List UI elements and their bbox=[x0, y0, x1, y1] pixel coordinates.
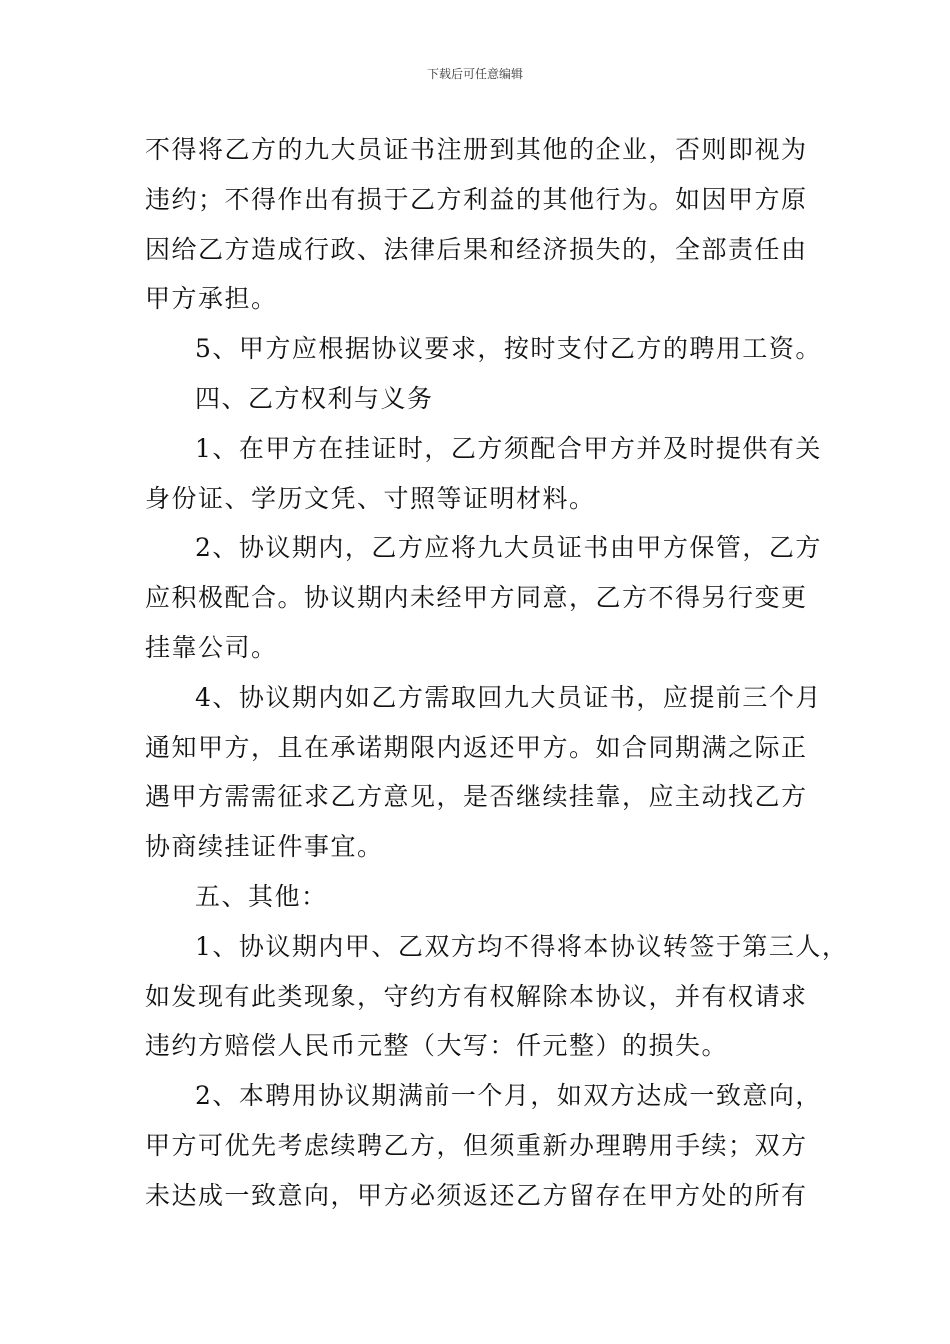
text-line: 5、甲方应根据协议要求，按时支付乙方的聘用工资。 bbox=[195, 334, 822, 364]
document-body bbox=[145, 125, 849, 1221]
text-line: 未达成一致意向，甲方必须返还乙方留存在甲方处的所有 bbox=[145, 1180, 808, 1210]
text-line: 通知甲方，且在承诺期限内返还甲方。如合同期满之际正 bbox=[145, 732, 808, 762]
text-line: 甲方承担。 bbox=[145, 284, 278, 314]
text-line: 甲方可优先考虑续聘乙方，但须重新办理聘用手续；双方 bbox=[145, 1130, 808, 1160]
section-heading: 四、乙方权利与义务 bbox=[195, 383, 434, 413]
text-line: 应积极配合。协议期内未经甲方同意，乙方不得另行变更 bbox=[145, 583, 808, 613]
text-line: 4、协议期内如乙方需取回九大员证书，应提前三个月 bbox=[195, 682, 822, 712]
text-line: 2、本聘用协议期满前一个月，如双方达成一致意向， bbox=[195, 1081, 822, 1111]
text-line: 违约方赔偿人民币元整（大写：仟元整）的损失。 bbox=[145, 1031, 729, 1061]
text-line: 1、在甲方在挂证时，乙方须配合甲方并及时提供有关 bbox=[195, 433, 822, 463]
text-line: 不得将乙方的九大员证书注册到其他的企业，否则即视为 bbox=[145, 135, 808, 164]
section-heading: 五、其他： bbox=[195, 881, 328, 911]
text-line: 身份证、学历文凭、寸照等证明材料。 bbox=[145, 483, 596, 513]
text-line: 2、协议期内，乙方应将九大员证书由甲方保管，乙方 bbox=[195, 533, 822, 563]
text-line: 协商续挂证件事宜。 bbox=[145, 832, 384, 862]
text-line: 如发现有此类现象，守约方有权解除本协议，并有权请求 bbox=[145, 981, 808, 1011]
text-line: 违约；不得作出有损于乙方利益的其他行为。如因甲方原 bbox=[145, 184, 808, 214]
text-line: 因给乙方造成行政、法律后果和经济损失的，全部责任由 bbox=[145, 234, 808, 264]
text-line: 遇甲方需需征求乙方意见，是否继续挂靠，应主动找乙方 bbox=[145, 782, 808, 812]
page-header-note: 下载后可任意编辑 bbox=[426, 67, 523, 81]
text-line: 挂靠公司。 bbox=[145, 632, 278, 662]
text-line: 1、协议期内甲、乙双方均不得将本协议转签于第三人， bbox=[195, 931, 849, 961]
